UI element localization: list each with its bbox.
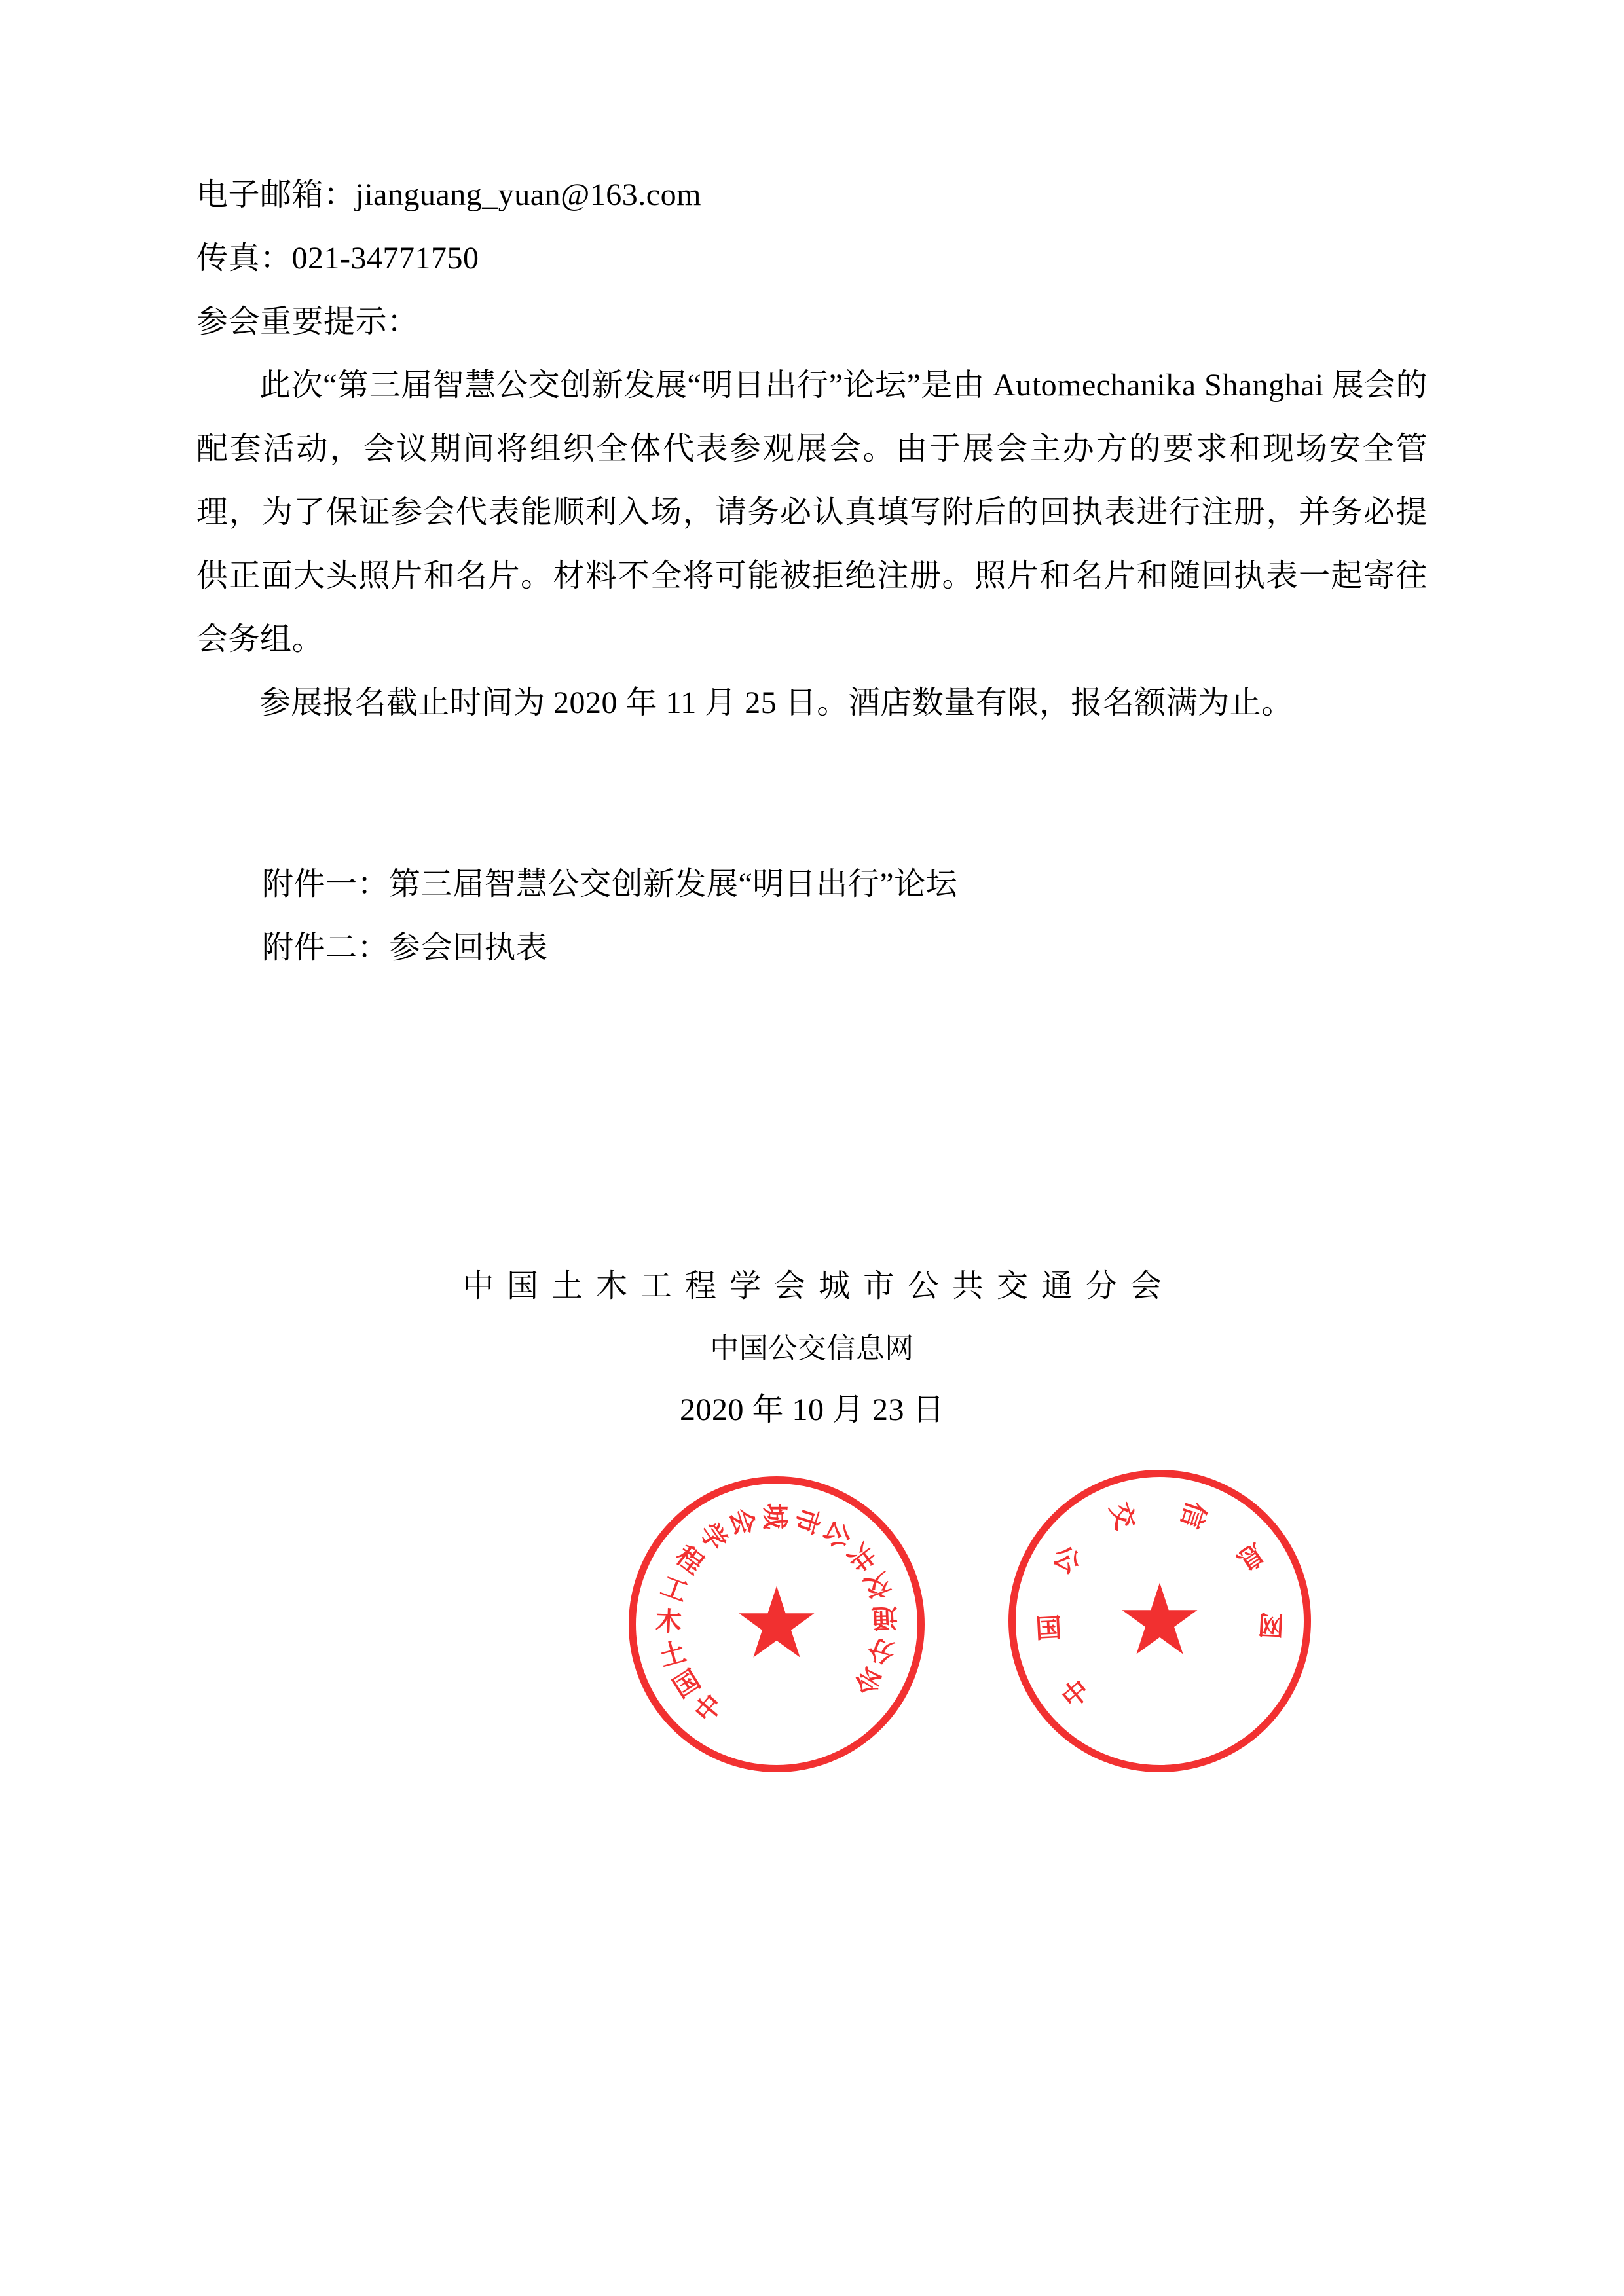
spacer — [196, 735, 1428, 853]
seal-ring-char: 土 — [656, 1636, 690, 1673]
signature-organization: 中国土木工程学会城市公共交通分会 — [462, 1269, 1175, 1304]
seal-ring-char: 公 — [817, 1515, 857, 1554]
seal-ring-char: 学 — [693, 1518, 733, 1557]
seal-ring-char: 息 — [1231, 1537, 1270, 1576]
seal-ring-char: 交 — [860, 1566, 895, 1604]
seal-ring-char: 城 — [759, 1503, 790, 1529]
paragraph-meeting-notice: 此次“第三届智慧公交创新发展“明日出行”论坛”是由 Automechanika Shanghai 展会的配套活动，会议期间将组织全体代表参观展会。由于展会主办方的要求和现场安全管理，为了保证参会代表能顺利入场，请务必认真填写附后的回执表进行注册，并务必提供正面大头照片和名片。材料不全将可能被拒绝注册。照片和名片和随回执表一起寄往会务组。 — [196, 367, 1428, 657]
seal-ring-char: 国 — [667, 1664, 706, 1704]
seal-ring-char: 中 — [1056, 1674, 1096, 1715]
seal-civil-engineering-society-icon — [629, 1476, 925, 1772]
star-icon: ★ — [732, 1570, 821, 1679]
notice-heading: 参会重要提示： — [196, 304, 419, 339]
document-body — [196, 164, 1428, 1442]
fax-line: 传真：021-34771750 — [196, 240, 479, 276]
seal-ring-char: 市 — [788, 1503, 826, 1538]
signature-block — [196, 1254, 1428, 1442]
seal-ring-char: 中 — [689, 1688, 729, 1728]
seal-ring-char: 交 — [1103, 1499, 1141, 1534]
seal-ring-char: 信 — [1174, 1497, 1211, 1533]
seal-ring-char: 网 — [1257, 1609, 1285, 1640]
seal-ring-char: 国 — [1035, 1613, 1063, 1645]
seal-bus-information-network-icon — [1008, 1470, 1311, 1772]
seal-ring-char: 工 — [657, 1571, 692, 1609]
seal-ring-char: 分 — [865, 1631, 898, 1668]
attachment-item-1: 附件一：第三届智慧公交创新发展“明日出行”论坛 — [262, 866, 958, 902]
seal-ring-char: 会 — [724, 1504, 760, 1539]
email-line: 电子邮箱：jianguang_yuan@163.com — [196, 177, 701, 212]
seal-left-ring-text — [636, 1484, 917, 1765]
seal-ring-char: 公 — [1047, 1540, 1086, 1580]
star-icon: ★ — [1115, 1567, 1204, 1675]
attachment-item-2: 附件二：参会回执表 — [262, 930, 548, 965]
paragraph-registration-deadline: 参展报名截止时间为 2020 年 11 月 25 日。酒店数量有限，报名额满为止。 — [259, 685, 1293, 720]
seal-ring-char: 会 — [849, 1660, 889, 1700]
seal-ring-char: 通 — [870, 1601, 898, 1633]
signature-date: 2020 年 10 月 23 日 — [679, 1393, 944, 1428]
seal-ring-char: 程 — [670, 1540, 709, 1580]
seal-ring-char: 木 — [655, 1606, 682, 1638]
seal-ring-char: 共 — [841, 1537, 881, 1577]
seal-right-ring-text — [1016, 1477, 1304, 1765]
signature-website: 中国公交信息网 — [710, 1331, 914, 1365]
